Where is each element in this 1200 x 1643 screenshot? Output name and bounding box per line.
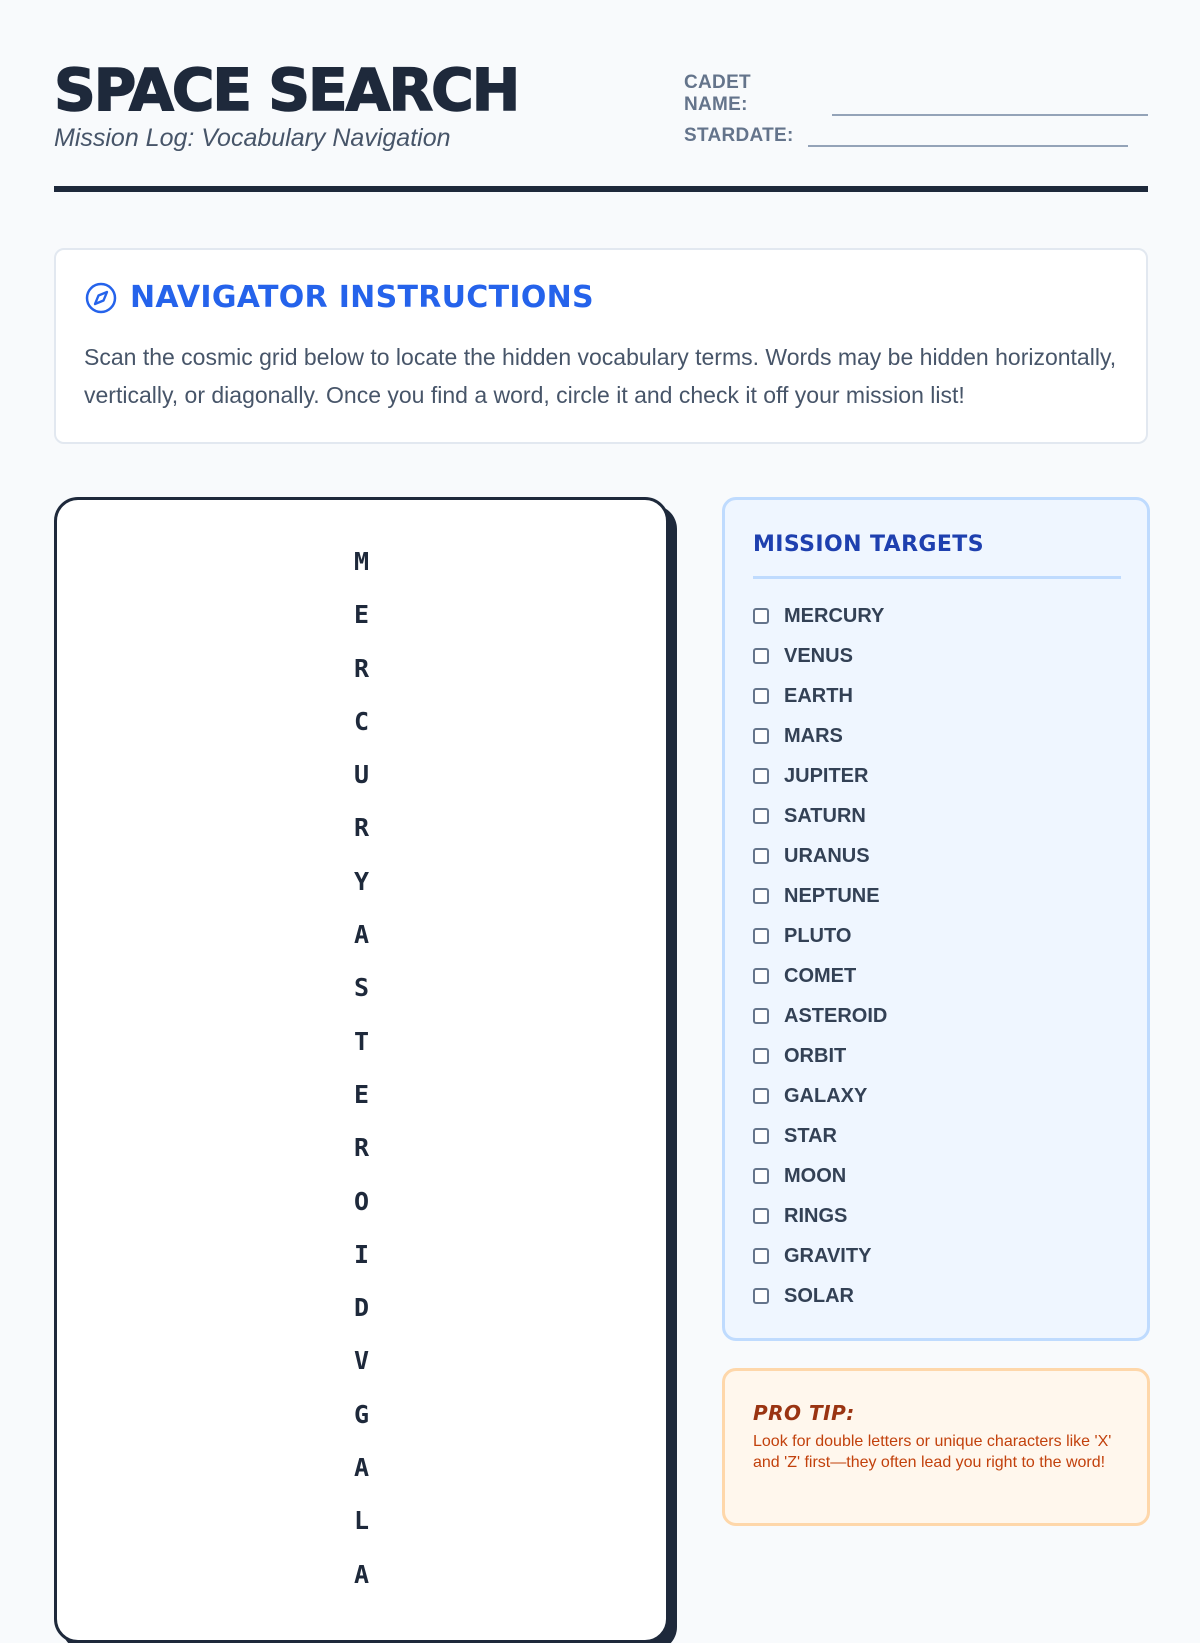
target-checkbox[interactable] [753, 1088, 769, 1104]
grid-letter[interactable]: R [353, 653, 370, 683]
target-label: ASTEROID [784, 1004, 888, 1027]
target-label: ORBIT [784, 1044, 847, 1067]
stardate-label: STARDATE: [684, 125, 794, 146]
grid-letter[interactable]: T [353, 1026, 370, 1056]
grid-letter[interactable]: V [353, 1346, 370, 1376]
mission-targets-panel [722, 497, 1150, 1341]
target-checkbox[interactable] [753, 888, 769, 904]
grid-letter[interactable]: E [353, 600, 370, 630]
target-label: MARS [784, 724, 843, 747]
grid-letter[interactable]: L [353, 1506, 370, 1536]
target-item[interactable] [753, 956, 887, 996]
target-item[interactable] [753, 796, 887, 836]
target-label: NEPTUNE [784, 884, 880, 907]
grid-letter[interactable]: R [353, 813, 370, 843]
grid-letter[interactable]: S [353, 973, 370, 1003]
target-checkbox[interactable] [753, 1208, 769, 1224]
target-checkbox[interactable] [753, 1048, 769, 1064]
target-item[interactable] [753, 1116, 887, 1156]
target-item[interactable] [753, 836, 887, 876]
target-label: GALAXY [784, 1084, 868, 1107]
instructions-text: Scan the cosmic grid below to locate the hidden vocabulary terms. Words may be hidden horizontally, vertically, or diagonally. Once you find a word, circle it and check it off your mission list! [84, 344, 1117, 408]
target-label: RINGS [784, 1204, 848, 1227]
target-label: MERCURY [784, 604, 885, 627]
grid-letter[interactable]: I [353, 1239, 370, 1269]
target-item[interactable] [753, 876, 887, 916]
target-checkbox[interactable] [753, 968, 769, 984]
target-label: COMET [784, 964, 857, 987]
grid-letter[interactable]: Y [353, 866, 370, 896]
target-label: URANUS [784, 844, 870, 867]
target-label: JUPITER [784, 764, 869, 787]
grid-letter[interactable]: D [353, 1293, 370, 1323]
instructions-title: NAVIGATOR INSTRUCTIONS [130, 280, 594, 315]
target-item[interactable] [753, 1036, 887, 1076]
header-divider [54, 186, 1148, 192]
target-checkbox[interactable] [753, 1128, 769, 1144]
grid-letter[interactable]: R [353, 1133, 370, 1163]
pro-tip-title: PRO TIP: [753, 1401, 855, 1425]
target-checkbox[interactable] [753, 1248, 769, 1264]
target-item[interactable] [753, 636, 887, 676]
targets-divider [753, 576, 1121, 579]
target-item[interactable] [753, 716, 887, 756]
target-item[interactable] [753, 996, 887, 1036]
target-label: GRAVITY [784, 1244, 872, 1267]
grid-letter[interactable]: M [353, 547, 370, 576]
target-checkbox[interactable] [753, 648, 769, 664]
target-label: VENUS [784, 644, 853, 667]
instructions-heading [84, 280, 594, 315]
target-label: MOON [784, 1164, 847, 1187]
target-label: STAR [784, 1124, 837, 1147]
target-label: SATURN [784, 804, 866, 827]
target-item[interactable] [753, 1156, 887, 1196]
grid-letter[interactable]: O [353, 1186, 370, 1216]
target-label: EARTH [784, 684, 853, 707]
stardate-line[interactable] [808, 125, 1128, 147]
compass-icon [84, 281, 118, 315]
target-item[interactable] [753, 1276, 887, 1316]
target-label: SOLAR [784, 1284, 854, 1307]
letter-column [57, 547, 666, 1618]
target-checkbox[interactable] [753, 848, 769, 864]
grid-letter[interactable]: C [353, 706, 370, 736]
grid-letter[interactable]: A [353, 920, 370, 950]
target-item[interactable] [753, 676, 887, 716]
target-checkbox[interactable] [753, 688, 769, 704]
pro-tip-text: Look for double letters or unique characters like 'X' and 'Z' first—they often lead you right to the word! [753, 1433, 1112, 1471]
pro-tip-panel [722, 1368, 1150, 1526]
target-checkbox[interactable] [753, 728, 769, 744]
target-item[interactable] [753, 1076, 887, 1116]
target-label: PLUTO [784, 924, 852, 947]
page-subtitle: Mission Log: Vocabulary Navigation [54, 124, 451, 152]
grid-letter[interactable]: A [353, 1453, 370, 1483]
target-checkbox[interactable] [753, 928, 769, 944]
target-item[interactable] [753, 916, 887, 956]
grid-letter[interactable]: G [353, 1399, 370, 1429]
target-list [753, 596, 887, 1316]
target-checkbox[interactable] [753, 1008, 769, 1024]
target-checkbox[interactable] [753, 1288, 769, 1304]
cadet-name-field[interactable] [684, 72, 1148, 116]
cadet-name-label: CADET NAME: [684, 72, 751, 115]
instructions-panel [54, 248, 1148, 444]
target-checkbox[interactable] [753, 768, 769, 784]
target-item[interactable] [753, 1196, 887, 1236]
target-item[interactable] [753, 756, 887, 796]
target-item[interactable] [753, 596, 887, 636]
grid-letter[interactable]: E [353, 1079, 370, 1109]
mission-targets-title: MISSION TARGETS [753, 532, 984, 557]
target-checkbox[interactable] [753, 608, 769, 624]
target-item[interactable] [753, 1236, 887, 1276]
stardate-field[interactable] [684, 125, 1128, 147]
letter-grid [54, 497, 669, 1643]
target-checkbox[interactable] [753, 1168, 769, 1184]
grid-letter[interactable]: A [353, 1559, 370, 1589]
grid-letter[interactable]: U [353, 760, 370, 790]
cadet-name-line[interactable] [832, 94, 1148, 116]
page-title: SPACE SEARCH [54, 56, 519, 124]
target-checkbox[interactable] [753, 808, 769, 824]
